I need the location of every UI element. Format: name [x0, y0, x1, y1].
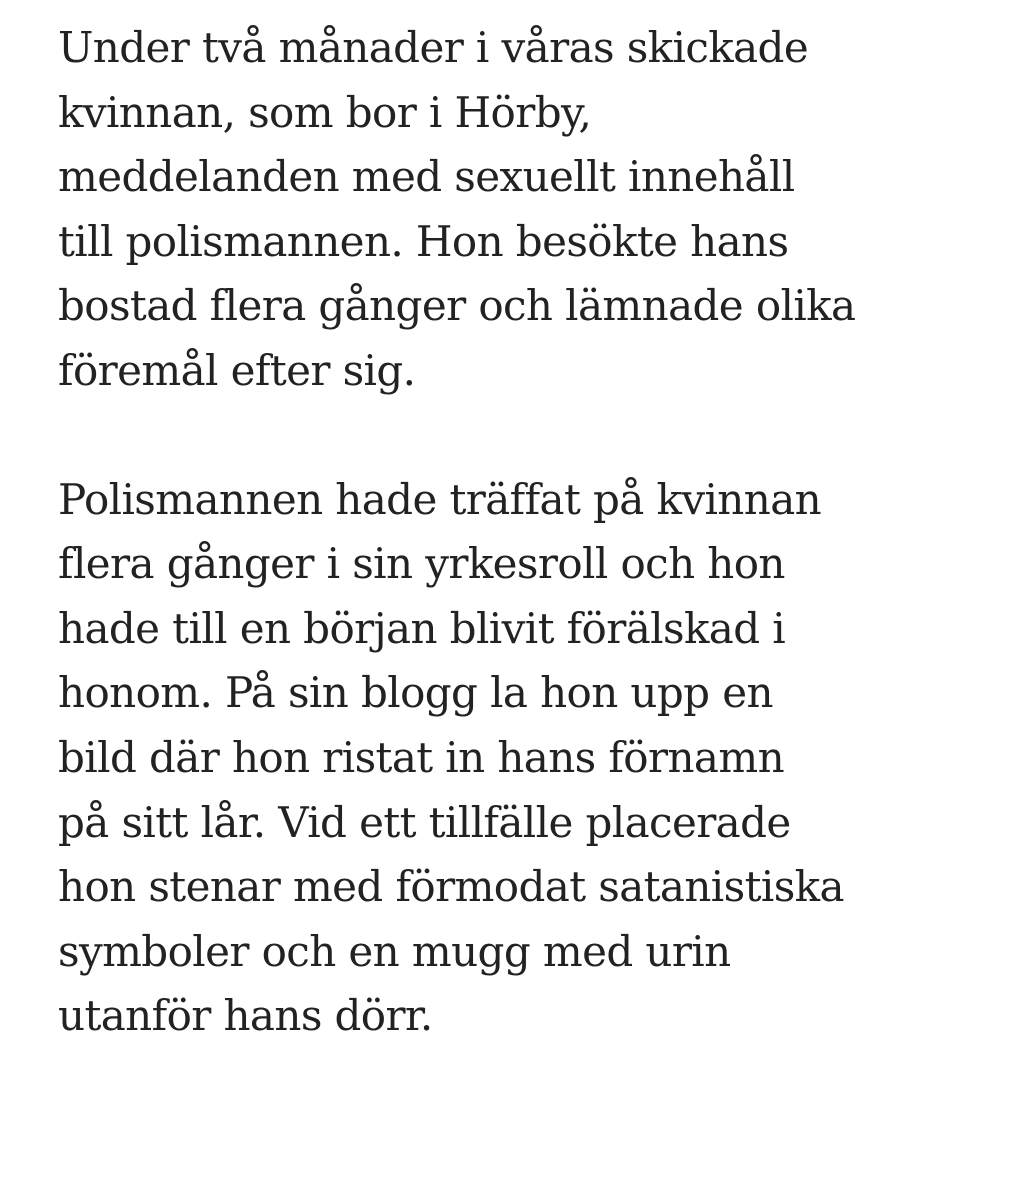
text-line: föremål efter sig. — [58, 345, 416, 395]
text-line: meddelanden med sexuellt innehåll — [58, 152, 795, 202]
text-line: bostad flera gånger och lämnade olika — [58, 281, 856, 331]
paragraph-1 — [58, 16, 998, 404]
text-line: flera gånger i sin yrkesroll och hon — [58, 539, 785, 589]
paragraph-2 — [58, 468, 998, 1049]
text-line: hon stenar med förmodat satanistiska — [58, 862, 844, 912]
text-line: symboler och en mugg med urin — [58, 926, 731, 976]
text-line: på sitt lår. Vid ett tillfälle placerade — [58, 797, 791, 847]
text-line: honom. På sin blogg la hon upp en — [58, 668, 773, 718]
text-line: bild där hon ristat in hans förnamn — [58, 732, 785, 782]
text-line: kvinnan, som bor i Hörby, — [58, 87, 592, 137]
text-line: Under två månader i våras skickade — [58, 23, 809, 72]
text-line: hade till en början blivit förälskad i — [58, 603, 786, 653]
text-line: utanför hans dörr. — [58, 991, 433, 1041]
article-body — [58, 16, 998, 1049]
text-line: Polismannen hade träffat på kvinnan — [58, 474, 822, 524]
text-line: till polismannen. Hon besökte hans — [58, 216, 789, 266]
